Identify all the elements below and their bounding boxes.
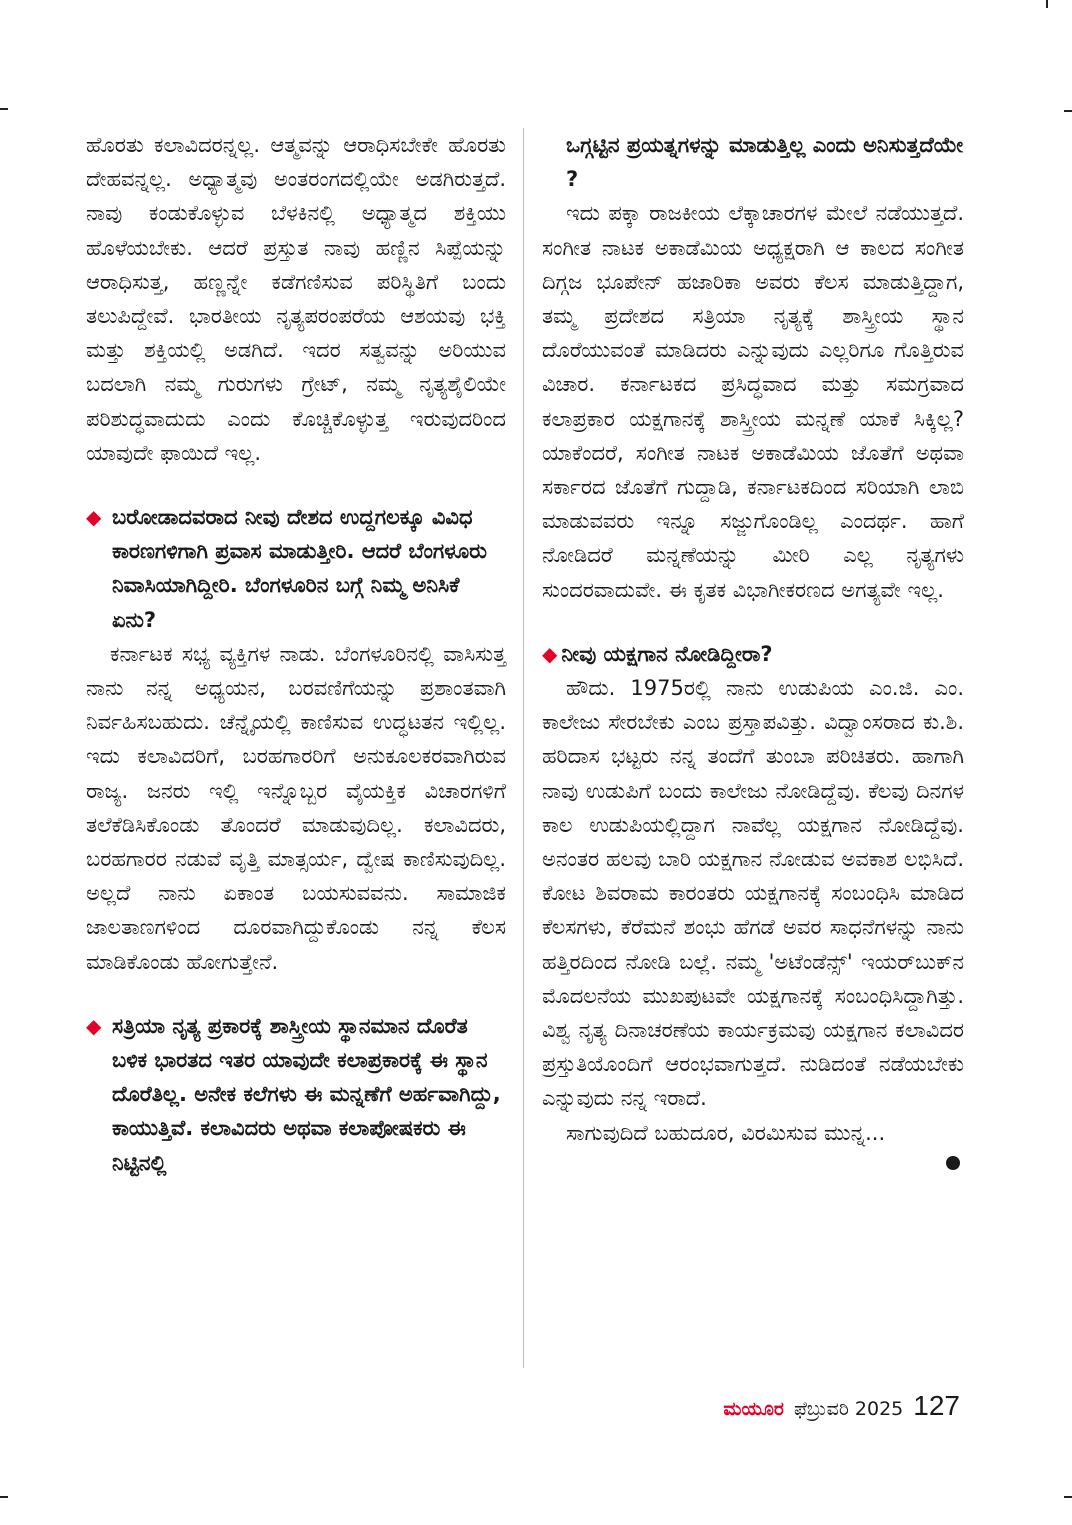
question-text: ಬರೋಡಾದವರಾದ ನೀವು ದೇಶದ ಉದ್ದಗಲಕ್ಕೂ ವಿವಿಧ ಕಾರಣಗಳಿಗಾಗಿ ಪ್ರವಾಸ ಮಾಡುತ್ತೀರಿ. ಆದರೆ ಬೆಂಗಳೂರು ನಿವಾಸಿಯಾಗಿದ್ದೀರಿ. ಬೆಂಗಳೂರಿನ ಬಗ್ಗೆ ನಿಮ್ಮ ಅನಿಸಿಕೆ ಏನು?: [112, 505, 487, 632]
interview-question: [86, 500, 506, 637]
question-continuation: ಒಗ್ಗಟ್ಟಿನ ಪ್ರಯತ್ನಗಳನ್ನು ಮಾಡುತ್ತಿಲ್ಲ ಎಂದು ಅನಿಸುತ್ತದೆಯೇ ?: [566, 133, 964, 192]
crop-mark: [1064, 110, 1072, 112]
answer-paragraph: ಕರ್ನಾಟಕ ಸಭ್ಯ ವ್ಯಕ್ತಿಗಳ ನಾಡು. ಬೆಂಗಳೂರಿನಲ್ಲಿ ವಾಸಿಸುತ್ತ ನಾನು ನನ್ನ ಅಧ್ಯಯನ, ಬರವಣಿಗೆಯನ್ನು ಪ್ರಶಾಂತವಾಗಿ ನಿರ್ವಹಿಸಬಹುದು. ಚೆನ್ನೈಯಲ್ಲಿ ಕಾಣಿಸುವ ಉದ್ಧಟತನ ಇಲ್ಲಿಲ್ಲ. ಇದು ಕಲಾವಿದರಿಗೆ, ಬರಹಗಾರರಿಗೆ ಅನುಕೂಲಕರವಾಗಿರುವ ರಾಜ್ಯ. ಜನರು ಇಲ್ಲಿ ಇನ್ನೊಬ್ಬರ ವೈಯಕ್ತಿಕ ವಿಚಾರಗಳಿಗೆ ತಲೆಕೆಡಿಸಿಕೊಂಡು ತೊಂದರೆ ಮಾಡುವುದಿಲ್ಲ. ಕಲಾವಿದರು, ಬರಹಗಾರರ ನಡುವೆ ವೃತ್ತಿ ಮಾತ್ಸರ್ಯ, ದ್ವೇಷ ಕಾಣಿಸುವುದಿಲ್ಲ. ಅಲ್ಲದೆ ನಾನು ಏಕಾಂತ ಬಯಸುವವನು. ಸಾಮಾಜಿಕ ಜಾಲತಾಣಗಳಿಂದ ದೂರವಾಗಿದ್ದುಕೊಂಡು ನನ್ನ ಕೆಲಸ ಮಾಡಿಕೊಂಡು ಹೋಗುತ್ತೇನೆ.: [86, 641, 506, 974]
paragraph: ಹೊರತು ಕಲಾವಿದರನ್ನಲ್ಲ. ಆತ್ಮವನ್ನು ಆರಾಧಿಸಬೇಕೇ ಹೊರತು ದೇಹವನ್ನಲ್ಲ. ಅಧ್ಯಾತ್ಮವು ಅಂತರಂಗದಲ್ಲಿಯೇ ಅಡಗಿರುತ್ತದೆ. ನಾವು ಕಂಡುಕೊಳ್ಳುವ ಬೆಳಕಿನಲ್ಲಿ ಅಧ್ಯಾತ್ಮದ ಶಕ್ತಿಯು ಹೊಳೆಯಬೇಕು. ಆದರೆ ಪ್ರಸ್ತುತ ನಾವು ಹಣ್ಣಿನ ಸಿಪ್ಪೆಯನ್ನು ಆರಾಧಿಸುತ್ತ, ಹಣ್ಣನ್ನೇ ಕಡೆಗಣಿಸುವ ಪರಿಸ್ಥಿತಿಗೆ ಬಂದು ತಲುಪಿದ್ದೇವೆ. ಭಾರತೀಯ ನೃತ್ಯಪರಂಪರೆಯ ಆಶಯವು ಭಕ್ತಿ ಮತ್ತು ಶಕ್ತಿಯಲ್ಲಿ ಅಡಗಿದೆ. ಇದರ ಸತ್ವವನ್ನು ಅರಿಯುವ ಬದಲಾಗಿ ನಮ್ಮ ಗುರುಗಳು ಗ್ರೇಟ್, ನಮ್ಮ ನೃತ್ಯಶೈಲಿಯೇ ಪರಿಶುದ್ಧವಾದುದು ಎಂದು ಕೊಚ್ಚಿಕೊಳ್ಳುತ್ತ ಇರುವುದರಿಂದ ಯಾವುದೇ ಫಾಯಿದೆ ಇಲ್ಲ.: [86, 133, 506, 465]
crop-mark: [1064, 1496, 1072, 1498]
interview-question: [542, 637, 964, 671]
page-number: 127: [913, 1390, 960, 1421]
closing-line: ಸಾಗುವುದಿದೆ ಬಹುದೂರ, ವಿರಮಿಸುವ ಮುನ್ನ...: [566, 1120, 886, 1145]
diamond-bullet-icon: ◆: [86, 505, 102, 530]
question-text: ಸತ್ರಿಯಾ ನೃತ್ಯ ಪ್ರಕಾರಕ್ಕೆ ಶಾಸ್ತ್ರೀಯ ಸ್ಥಾನಮಾನ ದೊರೆತ ಬಳಿಕ ಭಾರತದ ಇತರ ಯಾವುದೇ ಕಲಾಪ್ರಕಾರಕ್ಕೆ ಈ ಸ್ಥಾನ ದೊರೆತಿಲ್ಲ. ಅನೇಕ ಕಲೆಗಳು ಈ ಮನ್ನಣೆಗೆ ಅರ್ಹವಾಗಿದ್ದು, ಕಾಯುತ್ತಿವೆ. ಕಲಾವಿದರು ಅಥವಾ ಕಲಾಪೋಷಕರು ಈ ನಿಟ್ಟಿನಲ್ಲಿ: [112, 1013, 501, 1175]
interview-question: [86, 1009, 506, 1180]
issue-date: ಫೆಬ್ರುವರಿ 2025: [793, 1398, 904, 1420]
magazine-logo: ಮಯೂರ: [723, 1398, 784, 1420]
diamond-bullet-icon: ◆: [86, 1013, 102, 1038]
end-mark-icon: [946, 1156, 960, 1170]
column-divider: [523, 128, 524, 1368]
right-column: [542, 128, 964, 1170]
crop-mark: [0, 1496, 8, 1498]
answer-paragraph: ಇದು ಪಕ್ಕಾ ರಾಜಕೀಯ ಲೆಕ್ಕಾಚಾರಗಳ ಮೇಲೆ ನಡೆಯುತ್ತದೆ. ಸಂಗೀತ ನಾಟಕ ಅಕಾಡೆಮಿಯ ಅಧ್ಯಕ್ಷರಾಗಿ ಆ ಕಾಲದ ಸಂಗೀತ ದಿಗ್ಗಜ ಭೂಪೇನ್ ಹಜಾರಿಕಾ ಅವರು ಕೆಲಸ ಮಾಡುತ್ತಿದ್ದಾಗ, ತಮ್ಮ ಪ್ರದೇಶದ ಸತ್ರಿಯಾ ನೃತ್ಯಕ್ಕೆ ಶಾಸ್ತ್ರೀಯ ಸ್ಥಾನ ದೊರೆಯುವಂತೆ ಮಾಡಿದರು ಎನ್ನುವುದು ಎಲ್ಲರಿಗೂ ಗೊತ್ತಿರುವ ವಿಚಾರ. ಕರ್ನಾಟಕದ ಪ್ರಸಿದ್ಧವಾದ ಮತ್ತು ಸಮಗ್ರವಾದ ಕಲಾಪ್ರಕಾರ ಯಕ್ಷಗಾನಕ್ಕೆ ಶಾಸ್ತ್ರೀಯ ಮನ್ನಣೆ ಯಾಕೆ ಸಿಕ್ಕಿಲ್ಲ? ಯಾಕೆಂದರೆ, ಸಂಗೀತ ನಾಟಕ ಅಕಾಡೆಮಿಯ ಜೊತೆಗೆ ಅಥವಾ ಸರ್ಕಾರದ ಜೊತೆಗೆ ಗುದ್ದಾಡಿ, ಕರ್ನಾಟಕದಿಂದ ಸರಿಯಾಗಿ ಲಾಬಿ ಮಾಡುವವರು ಇನ್ನೂ ಸಜ್ಜುಗೊಂಡಿಲ್ಲ ಎಂದರ್ಥ. ಹಾಗೆ ನೋಡಿದರೆ ಮನ್ನಣೆಯನ್ನು ಮೀರಿ ಎಲ್ಲ ನೃತ್ಯಗಳು ಸುಂದರವಾದುವೇ. ಈ ಕೃತಕ ವಿಭಾಗೀಕರಣದ ಅಗತ್ಯವೇ ಇಲ್ಲ.: [542, 201, 964, 602]
crop-mark: [1046, 0, 1048, 8]
left-column: [86, 128, 506, 1180]
crop-mark: [0, 108, 8, 110]
question-text: ನೀವು ಯಕ್ಷಗಾನ ನೋಡಿದ್ದೀರಾ?: [561, 641, 773, 666]
diamond-bullet-icon: ◆: [542, 641, 558, 666]
answer-paragraph: ಹೌದು. 1975ರಲ್ಲಿ ನಾನು ಉಡುಪಿಯ ಎಂ.ಜಿ. ಎಂ. ಕಾಲೇಜು ಸೇರಬೇಕು ಎಂಬ ಪ್ರಸ್ತಾಪವಿತ್ತು. ವಿದ್ವಾಂಸರಾದ ಕು.ಶಿ. ಹರಿದಾಸ ಭಟ್ಟರು ನನ್ನ ತಂದೆಗೆ ತುಂಬಾ ಪರಿಚಿತರು. ಹಾಗಾಗಿ ನಾವು ಉಡುಪಿಗೆ ಬಂದು ಕಾಲೇಜು ನೋಡಿದ್ದೆವು. ಕೆಲವು ದಿನಗಳ ಕಾಲ ಉಡುಪಿಯಲ್ಲಿದ್ದಾಗ ನಾವೆಲ್ಲ ಯಕ್ಷಗಾನ ನೋಡಿದ್ದೆವು. ಅನಂತರ ಹಲವು ಬಾರಿ ಯಕ್ಷಗಾನ ನೋಡುವ ಅವಕಾಶ ಲಭಿಸಿದೆ. ಕೋಟ ಶಿವರಾಮ ಕಾರಂತರು ಯಕ್ಷಗಾನಕ್ಕೆ ಸಂಬಂಧಿಸಿ ಮಾಡಿದ ಕೆಲಸಗಳು, ಕೆರೆಮನೆ ಶಂಭು ಹೆಗಡೆ ಅವರ ಸಾಧನೆಗಳನ್ನು ನಾನು ಹತ್ತಿರದಿಂದ ನೋಡಿ ಬಲ್ಲೆ. ನಮ್ಮ 'ಅಟೆಂಡೆನ್ಸ್' ಇಯರ್‌ಬುಕ್‌ನ ಮೊದಲನೆಯ ಮುಖಪುಟವೇ ಯಕ್ಷಗಾನಕ್ಕೆ ಸಂಬಂಧಿಸಿದ್ದಾಗಿತ್ತು. ವಿಶ್ವ ನೃತ್ಯ ದಿನಾಚರಣೆಯ ಕಾರ್ಯಕ್ರಮವು ಯಕ್ಷಗಾನ ಕಲಾವಿದರ ಪ್ರಸ್ತುತಿಯೊಂದಿಗೆ ಆರಂಭವಾಗುತ್ತದೆ. ನುಡಿದಂತೆ ನಡೆಯಬೇಕು ಎನ್ನುವುದು ನನ್ನ ಇರಾದೆ.: [542, 676, 964, 1111]
page-footer: [723, 1390, 960, 1430]
